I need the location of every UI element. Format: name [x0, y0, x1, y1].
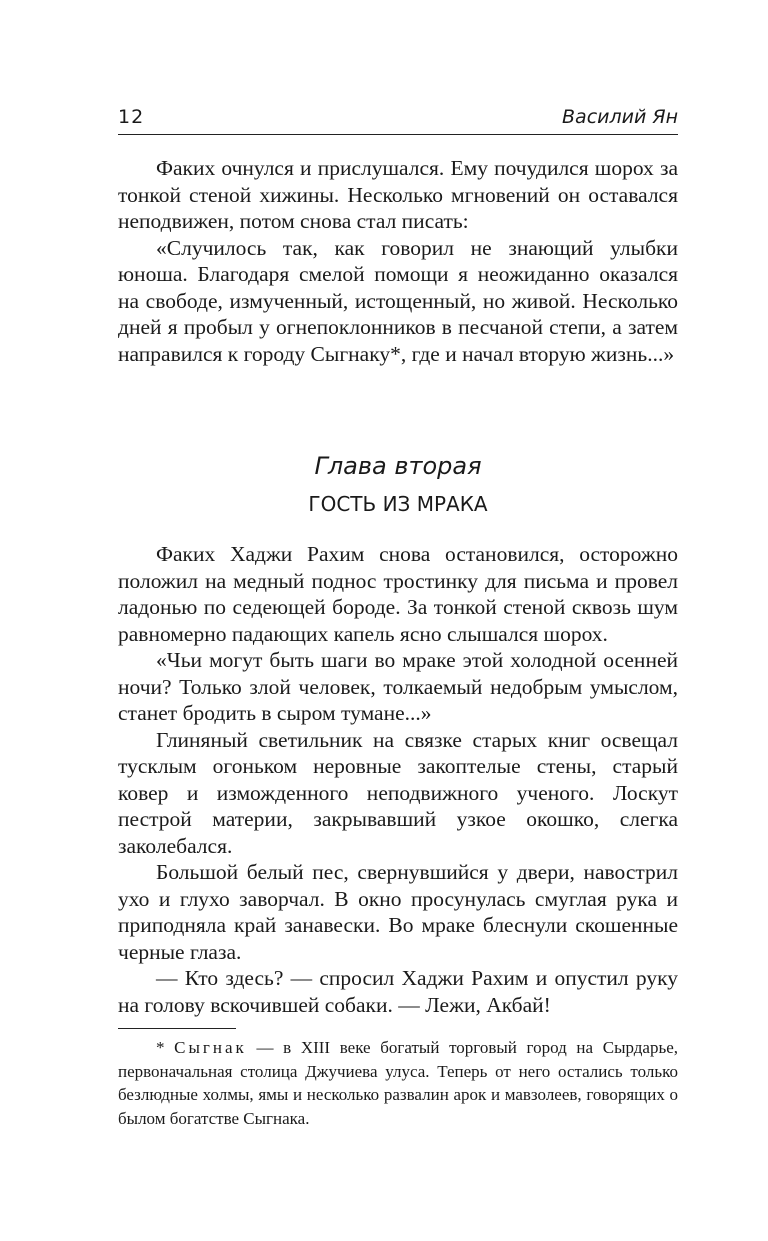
running-head-author: Василий Ян [562, 106, 678, 128]
paragraph: — Кто здесь? — спросил Хаджи Рахим и опустил руку на голову вскочившей собаки. — Лежи, Акбай! [118, 966, 678, 1017]
paragraph: «Случилось так, как говорил не знающий улыбки юноша. Благодаря смелой помощи я неожиданно оказался на свободе, измученный, истощенный, но живой. Несколько дней я пробыл у огнепоклонников в песчаной степи, а затем направился к городу Сыгнаку*, где и начал вторую жизнь...» [118, 235, 678, 366]
footnote [118, 1036, 678, 1130]
text-after-chapter [118, 541, 678, 1018]
page-header [118, 106, 678, 135]
page-number: 12 [118, 106, 145, 128]
paragraph: Большой белый пес, свернувшийся у двери, навострил ухо и глухо заворчал. В окно просунулась смуглая рука и приподняла край занавески. Во мраке блеснули скошенные черные глаза. [118, 860, 678, 964]
footnote-divider [118, 1028, 236, 1029]
footnote-text: — в XIII веке богатый торговый город на Сырдарье, первоначальная столица Джучиева улуса. Теперь от него остались только безлюдные холмы, ямы и несколько развалин арок и мавзолеев, говорящих о былом богатстве Сыгнака. [118, 1038, 679, 1128]
footnote-paragraph [118, 1036, 678, 1130]
chapter-number: Глава вторая [314, 452, 482, 480]
footnote-term: Сыгнак [174, 1038, 247, 1057]
paragraph: Факих очнулся и прислушался. Ему почудился шорох за тонкой стеной хижины. Несколько мгновений он оставался неподвижен, потом снова стал писать: [118, 156, 678, 233]
paragraph: «Чьи могут быть шаги во мраке этой холодной осенней ночи? Только злой человек, толкаемый недобрым умыслом, станет бродить в сыром тумане...» [118, 648, 678, 725]
footnote-marker: * [156, 1038, 175, 1057]
paragraph: Факих Хаджи Рахим снова остановился, осторожно положил на медный поднос тростинку для письма и провел ладонью по седеющей бороде. За тонкой стеной сквозь шум равномерно падающих капель ясно слышался шорох. [118, 542, 678, 646]
paragraph: Глиняный светильник на связке старых книг освещал тусклым огоньком неровные закоптелые стены, старый ковер и изможденного неподвижного ученого. Лоскут пестрой материи, закрывавший узкое окошко, слегка заколебался. [118, 727, 678, 858]
text-before-chapter [118, 155, 678, 367]
chapter-title: ГОСТЬ ИЗ МРАКА [308, 492, 488, 516]
